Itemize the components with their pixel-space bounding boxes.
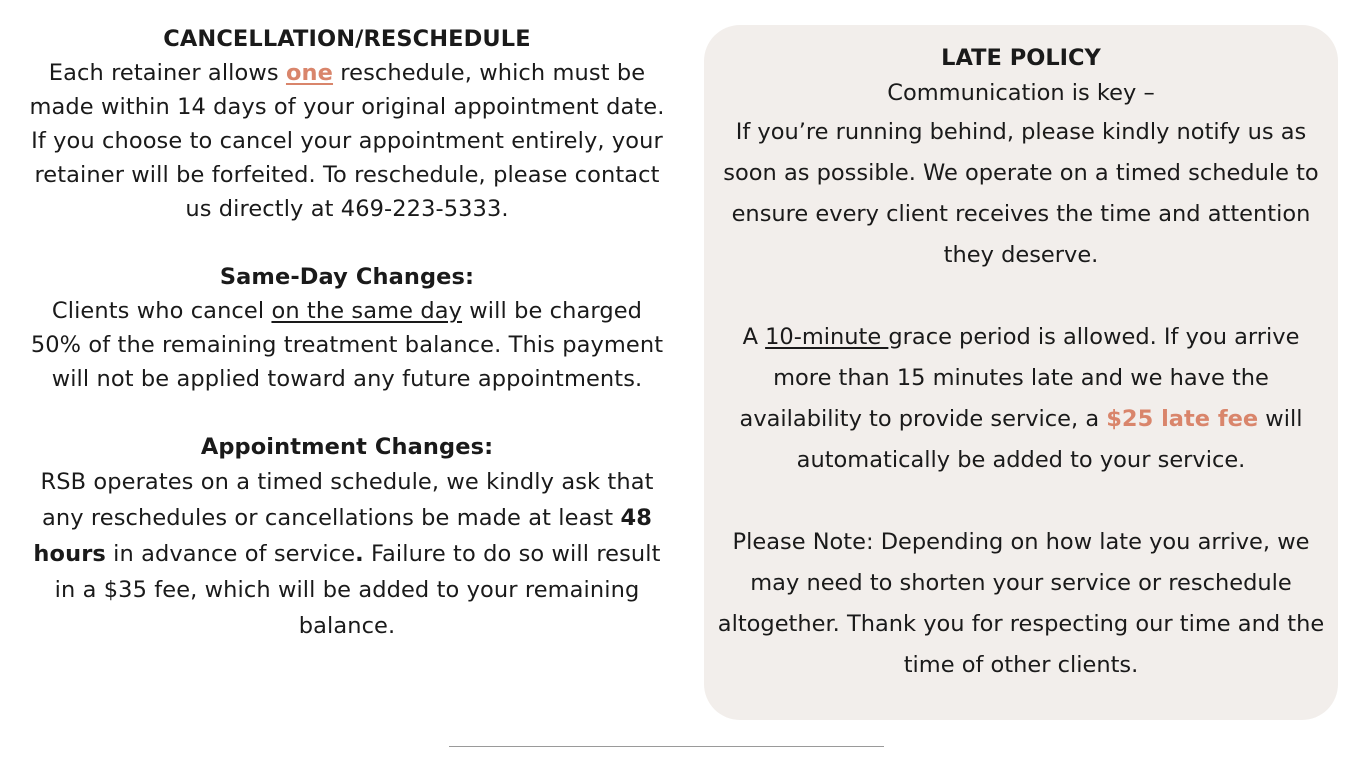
forfeit-paragraph: If you choose to cancel your appointment entirely, your retainer will be forfeited. To reschedule, please contact us directly at 469-223-5333.: [31, 128, 663, 222]
retainer-text-b: reschedule, which must be made within 14 days of your original appointment date.: [29, 60, 665, 120]
late-policy-card: [704, 25, 1338, 720]
cancellation-policy-section: [24, 22, 670, 644]
appt-text-c: Failure to do so will result in a $35 fee, which will be added to your remaining balance.: [54, 541, 661, 639]
grace-text-b: grace period is allowed. If you arrive more than 15 minutes late and we have the availability to provide service, a: [739, 324, 1300, 432]
grace-text-c: will automatically be added to your service.: [796, 406, 1303, 473]
grace-period-paragraph: [714, 317, 1328, 481]
forty-eight-hours: 48 hours: [33, 505, 652, 567]
retainer-paragraph: [24, 56, 670, 124]
cancellation-heading: CANCELLATION/RESCHEDULE: [163, 26, 531, 52]
same-day-heading: Same-Day Changes:: [219, 264, 475, 290]
retainer-text-a: Each retainer allows: [48, 60, 286, 86]
same-day-text-b: will be charged 50% of the remaining treatment balance. This payment will not be applied toward any future appointments.: [30, 298, 664, 392]
same-day-text-a: Clients who cancel: [51, 298, 272, 324]
please-note-paragraph: Please Note: Depending on how late you arrive, we may need to shorten your service or reschedule altogether. Thank you for respecting our time and the time of other clients.: [717, 529, 1325, 678]
appointment-changes-paragraph: [24, 464, 670, 644]
ten-minute-underline: 10-minute: [765, 324, 889, 350]
running-behind-paragraph: If you’re running behind, please kindly notify us as soon as possible. We operate on a timed schedule to ensure every client receives the time and attention they deserve.: [723, 119, 1319, 268]
communication-line: Communication is key –: [887, 80, 1155, 106]
grace-text-a: A: [742, 324, 766, 350]
late-fee-emphasis: $25 late fee: [1106, 406, 1259, 432]
bottom-divider: [449, 746, 884, 747]
same-day-paragraph: [24, 294, 670, 396]
same-day-underline: on the same day: [271, 298, 463, 324]
appt-text-b: in advance of service: [105, 541, 356, 567]
appt-text-a: RSB operates on a timed schedule, we kindly ask that any reschedules or cancellations be made at least: [40, 469, 654, 531]
one-emphasis: one: [285, 60, 334, 86]
appt-period: .: [355, 541, 364, 567]
late-policy-title: LATE POLICY: [941, 45, 1101, 71]
appointment-changes-heading: Appointment Changes:: [200, 434, 494, 460]
